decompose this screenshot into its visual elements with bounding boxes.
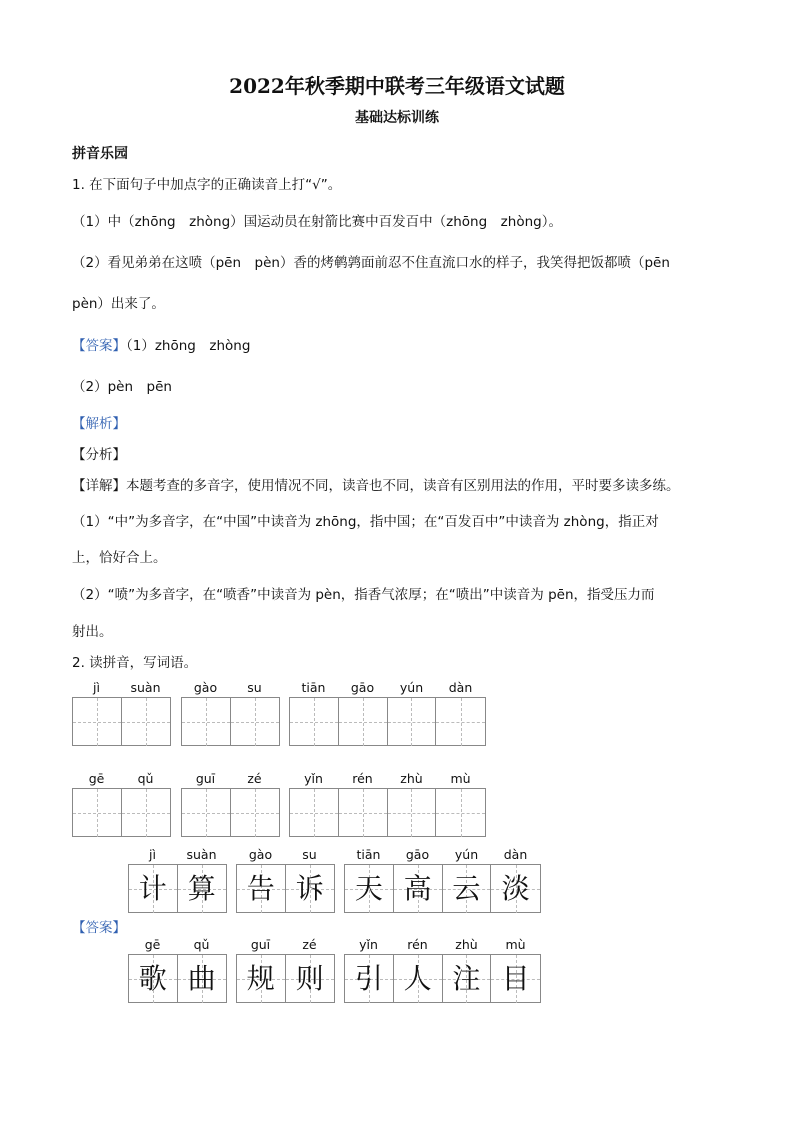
q1-answer-2: （2）pèn pēn bbox=[72, 379, 172, 395]
answer-cell: 引 bbox=[345, 955, 394, 1003]
answer-cell: 目 bbox=[491, 955, 540, 1003]
answer-cell: 曲 bbox=[178, 955, 227, 1003]
pinyin-label: dàn bbox=[503, 847, 528, 862]
detail-2b: 射出。 bbox=[72, 624, 113, 640]
page-subtitle: 基础达标训练 bbox=[355, 110, 439, 126]
answer-cell: 规 bbox=[237, 955, 286, 1003]
writing-cell[interactable] bbox=[182, 698, 231, 746]
writing-grid-word bbox=[72, 788, 171, 837]
writing-grid-word bbox=[289, 697, 486, 746]
pinyin-label: yún bbox=[454, 847, 479, 862]
q1-sentence-2a: （2）看见弟弟在这喷（pēn pèn）香的烤鹌鹑面前忍不住直流口水的样子，我笑得把饭都喷（pēn bbox=[72, 255, 670, 271]
writing-cell[interactable] bbox=[122, 698, 171, 746]
writing-grid-word bbox=[289, 788, 486, 837]
pinyin-label: rén bbox=[352, 771, 373, 786]
answer-cell: 计 bbox=[129, 865, 178, 913]
answer-grid-word bbox=[236, 864, 335, 913]
writing-cell[interactable] bbox=[231, 698, 280, 746]
answer-cell: 高 bbox=[394, 865, 443, 913]
pinyin-label: mù bbox=[505, 937, 526, 952]
answer-cell: 则 bbox=[286, 955, 335, 1003]
section-heading: 拼音乐园 bbox=[72, 146, 128, 162]
answer-grid-word bbox=[344, 864, 541, 913]
pinyin-label: qǔ bbox=[137, 771, 154, 786]
pinyin-label: gē bbox=[144, 937, 161, 952]
answer-cell: 云 bbox=[443, 865, 492, 913]
writing-cell[interactable] bbox=[231, 789, 280, 837]
answer-grid-word bbox=[128, 864, 227, 913]
pinyin-label: yún bbox=[399, 680, 424, 695]
writing-cell[interactable] bbox=[436, 789, 485, 837]
writing-cell[interactable] bbox=[122, 789, 171, 837]
answer-grid-word bbox=[236, 954, 335, 1003]
writing-cell[interactable] bbox=[182, 789, 231, 837]
pinyin-label: yǐn bbox=[359, 937, 378, 952]
pinyin-label: suàn bbox=[186, 847, 217, 862]
pinyin-label: suàn bbox=[130, 680, 161, 695]
xiangjie-text: 本题考查的多音字，使用情况不同，读音也不同，读音有区别用法的作用，平时要多读多练。 bbox=[126, 478, 680, 494]
pinyin-label: zhù bbox=[455, 937, 478, 952]
writing-cell[interactable] bbox=[388, 698, 437, 746]
jiexi-tag: 【解析】 bbox=[72, 416, 126, 432]
fenxi-tag: 【分析】 bbox=[72, 447, 126, 463]
q1-stem: 1. 在下面句子中加点字的正确读音上打“√”。 bbox=[72, 177, 342, 193]
answer-tag: 【答案】 bbox=[72, 338, 126, 354]
answer-cell: 淡 bbox=[491, 865, 540, 913]
pinyin-label: gào bbox=[193, 680, 218, 695]
pinyin-label: qǔ bbox=[193, 937, 210, 952]
pinyin-label: gāo bbox=[350, 680, 375, 695]
xiangjie-tag: 【详解】 bbox=[72, 478, 126, 494]
pinyin-label: guī bbox=[250, 937, 271, 952]
pinyin-label: jì bbox=[149, 847, 156, 862]
writing-cell[interactable] bbox=[339, 789, 388, 837]
q1-sentence-1: （1）中（zhōng zhòng）国运动员在射箭比赛中百发百中（zhōng zhòng）。 bbox=[72, 214, 562, 230]
writing-cell[interactable] bbox=[290, 789, 339, 837]
q2-answer-tag: 【答案】 bbox=[72, 920, 126, 936]
pinyin-label: zé bbox=[302, 937, 317, 952]
answer-grid-word bbox=[344, 954, 541, 1003]
writing-cell[interactable] bbox=[436, 698, 485, 746]
pinyin-label: su bbox=[302, 847, 317, 862]
pinyin-label: zhù bbox=[400, 771, 423, 786]
writing-grid-word bbox=[181, 788, 280, 837]
answer-cell: 注 bbox=[443, 955, 492, 1003]
answer-cell: 歌 bbox=[129, 955, 178, 1003]
pinyin-label: gào bbox=[248, 847, 273, 862]
pinyin-label: rén bbox=[407, 937, 428, 952]
pinyin-label: gē bbox=[88, 771, 105, 786]
pinyin-label: mù bbox=[450, 771, 471, 786]
xiangjie-line bbox=[72, 474, 680, 494]
answer-cell: 天 bbox=[345, 865, 394, 913]
pinyin-label: dàn bbox=[448, 680, 473, 695]
pinyin-label: tiān bbox=[356, 847, 381, 862]
pinyin-label: yǐn bbox=[304, 771, 323, 786]
q2-stem: 2. 读拼音，写词语。 bbox=[72, 655, 198, 671]
page-title: 2022年秋季期中联考三年级语文试题 bbox=[229, 74, 565, 98]
writing-cell[interactable] bbox=[388, 789, 437, 837]
answer-cell: 诉 bbox=[286, 865, 335, 913]
q1-sentence-2b: pèn）出来了。 bbox=[72, 296, 165, 312]
writing-cell[interactable] bbox=[290, 698, 339, 746]
pinyin-label: guī bbox=[195, 771, 216, 786]
answer-cell: 告 bbox=[237, 865, 286, 913]
answer-cell: 算 bbox=[178, 865, 227, 913]
writing-cell[interactable] bbox=[73, 698, 122, 746]
writing-cell[interactable] bbox=[339, 698, 388, 746]
detail-1b: 上，恰好合上。 bbox=[72, 550, 167, 566]
answer-cell: 人 bbox=[394, 955, 443, 1003]
pinyin-label: zé bbox=[247, 771, 262, 786]
pinyin-label: su bbox=[247, 680, 262, 695]
writing-cell[interactable] bbox=[73, 789, 122, 837]
q1-answer-line bbox=[72, 334, 250, 354]
detail-1a: （1）“中”为多音字，在“中国”中读音为 zhōng，指中国；在“百发百中”中读音为 zhòng，指正对 bbox=[72, 514, 659, 530]
pinyin-label: tiān bbox=[301, 680, 326, 695]
writing-grid-word bbox=[181, 697, 280, 746]
writing-grid-word bbox=[72, 697, 171, 746]
detail-2a: （2）“喷”为多音字，在“喷香”中读音为 pèn，指香气浓厚；在“喷出”中读音为 pēn，指受压力而 bbox=[72, 587, 655, 603]
pinyin-label: jì bbox=[93, 680, 100, 695]
q1-answer-1: （1）zhōng zhòng bbox=[126, 338, 251, 354]
pinyin-label: gāo bbox=[405, 847, 430, 862]
answer-grid-word bbox=[128, 954, 227, 1003]
